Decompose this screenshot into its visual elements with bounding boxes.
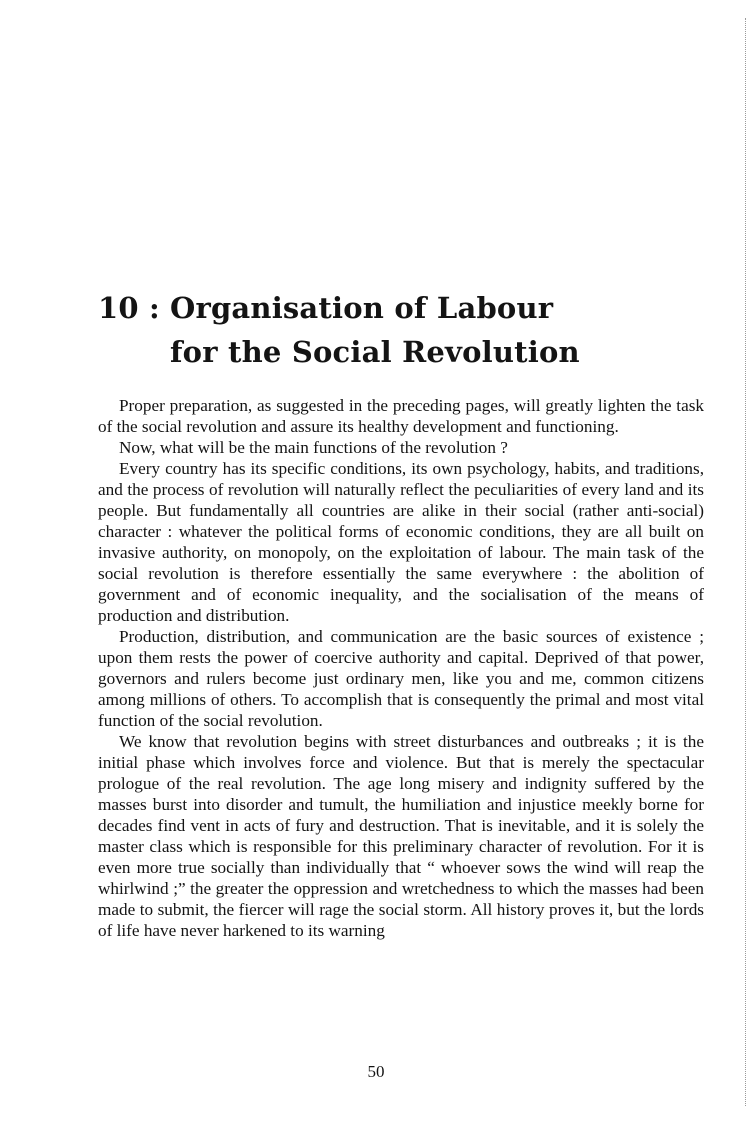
page-edge xyxy=(745,18,746,1106)
paragraph: Now, what will be the main functions of the revolution ? xyxy=(119,438,508,457)
chapter-number: 10 : xyxy=(98,291,160,325)
chapter-title-line-1: Organisation of Labour xyxy=(170,291,554,325)
paragraph: Every country has its specific conditions, its own psychology, habits, and traditions, and the process of revolution will naturally reflect the peculiarities of every land and its people. But fundamentally all countries are alike in their social (rather anti-social) character : whatever the political forms of economic conditions, they are all built on invasive authority, on monopoly, on the exploitation of labour. The main task of the social revolution is therefore essentially the same everywhere : the abolition of government and of economic inequality, and the socialisation of the means of production and distribution. xyxy=(98,459,704,625)
paragraph: Production, distribution, and communication are the basic sources of existence ; upon them rests the power of coercive authority and capital. Deprived of that power, governors and rulers become just ordinary men, like you and me, common citizens among millions of others. To accomplish that is consequently the primal and most vital function of the social revolution. xyxy=(98,627,704,730)
chapter-title-line-2: for the Social Revolution xyxy=(170,335,580,369)
paragraph: Proper preparation, as suggested in the preceding pages, will greatly lighten the task of the social revolution and assure its healthy development and functioning. xyxy=(98,396,704,436)
page-number: 50 xyxy=(367,1062,385,1081)
paragraph: We know that revolution begins with street disturbances and outbreaks ; it is the initial phase which involves force and violence. But that is merely the spectacular prologue of the real revolution. The age long misery and indignity suffered by the masses burst into disorder and tumult, the humiliation and injustice meekly borne for decades find vent in acts of fury and destruction. That is inevitable, and it is solely the master class which is responsible for this preliminary character of revolution. For it is even more true socially than individually that “ whoever sows the wind will reap the whirlwind ;” the greater the oppression and wretchedness to which the masses had been made to submit, the fiercer will rage the social storm. All history proves it, but the lords of life have never harkened to its warning xyxy=(98,732,704,940)
chapter-heading xyxy=(98,286,658,374)
body-text xyxy=(98,395,704,941)
